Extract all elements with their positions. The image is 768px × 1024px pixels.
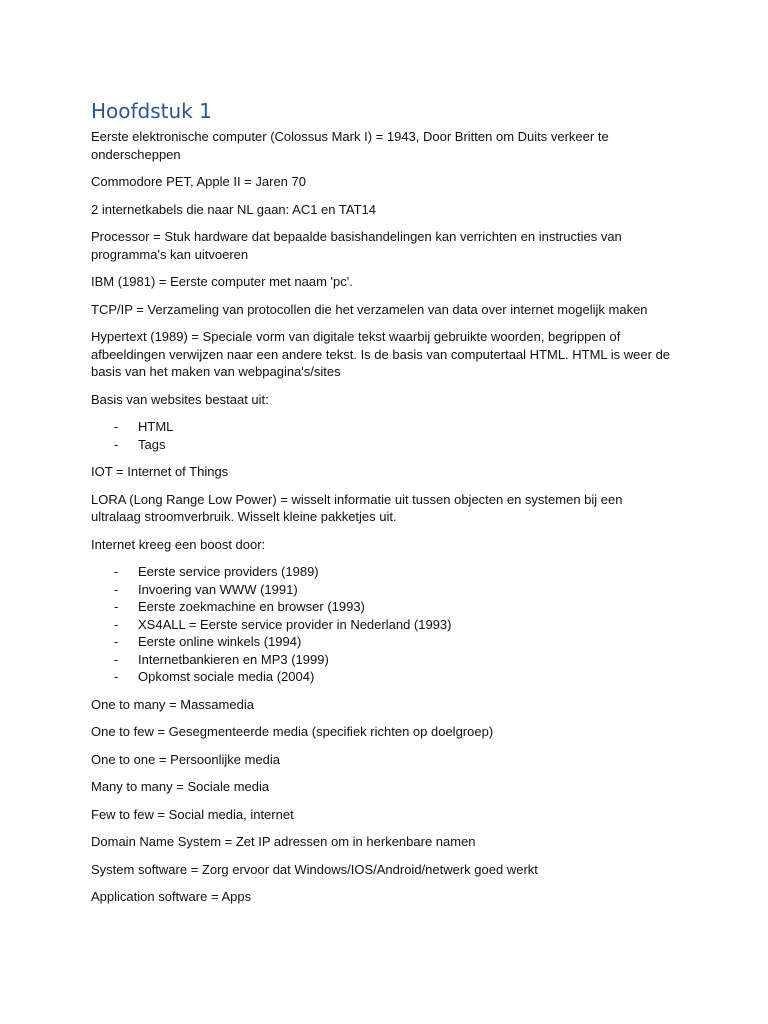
list-marker: -	[114, 651, 119, 667]
paragraph-ibm: IBM (1981) = Eerste computer met naam 'pc'.	[91, 274, 353, 289]
list-item: - XS4ALL = Eerste service provider in Nederland (1993)	[114, 616, 452, 632]
list-item: - Tags	[114, 436, 166, 452]
paragraph-basis-websites: Basis van websites bestaat uit:	[91, 391, 269, 407]
paragraph-few-to-few: Few to few = Social media, internet	[91, 806, 294, 822]
paragraph-internet-boost: Internet kreeg een boost door:	[91, 536, 266, 552]
paragraph-one-to-few: One to few = Gesegmenteerde media (specifiek richten op doelgroep)	[91, 724, 494, 739]
list-website-basis	[91, 418, 672, 453]
list-item: - Eerste zoekmachine en browser (1993)	[114, 599, 365, 614]
list-item: - Invoering van WWW (1991)	[114, 581, 298, 597]
paragraph-one-to-many: One to many = Massamedia	[91, 696, 254, 712]
paragraph-many-to-many: Many to many = Sociale media	[91, 779, 270, 794]
paragraph-hypertext: Hypertext (1989) = Speciale vorm van digitale tekst waarbij gebruikte woorden, begrippen of afbeeldingen verwijzen naar een andere tekst. Is de basis van computertaal HTML. HTML is weer de basis van het maken van webpagina's/sites	[91, 329, 671, 379]
list-item: - Eerste online winkels (1994)	[114, 634, 302, 649]
list-internet-boost	[91, 563, 672, 686]
paragraph-processor: Processor = Stuk hardware dat bepaalde basishandelingen kan verrichten en instructies van programma's kan uitvoeren	[91, 229, 622, 262]
paragraph-tcpip: TCP/IP = Verzameling van protocollen die het verzamelen van data over internet mogelijk maken	[91, 301, 648, 317]
paragraph-application-software: Application software = Apps	[91, 889, 252, 904]
paragraph-commodore: Commodore PET, Apple II = Jaren 70	[91, 174, 306, 189]
list-marker: -	[114, 616, 119, 632]
list-marker: -	[114, 581, 119, 597]
paragraph-dns: Domain Name System = Zet IP adressen om in herkenbare namen	[91, 834, 476, 849]
paragraph-one-to-one: One to one = Persoonlijke media	[91, 751, 280, 767]
list-item: - Opkomst sociale media (2004)	[114, 669, 315, 684]
list-marker: -	[114, 634, 119, 649]
paragraph-lora: LORA (Long Range Low Power) = wisselt informatie uit tussen objecten en systemen bij een ultralaag stroomverbruik. Wisselt kleine pakketjes uit.	[91, 491, 623, 524]
list-item: - Eerste service providers (1989)	[114, 564, 319, 579]
paragraph-iot: IOT = Internet of Things	[91, 464, 229, 479]
list-marker: -	[114, 419, 119, 434]
chapter-heading: Hoofdstuk 1	[91, 99, 212, 123]
list-item: - Internetbankieren en MP3 (1999)	[114, 651, 329, 667]
paragraph-colossus: Eerste elektronische computer (Colossus Mark I) = 1943, Door Britten om Duits verkeer te onderscheppen	[91, 129, 609, 162]
list-marker: -	[114, 599, 119, 614]
paragraph-internetkabels: 2 internetkabels die naar NL gaan: AC1 en TAT14	[91, 201, 376, 217]
list-marker: -	[114, 564, 119, 579]
paragraph-system-software: System software = Zorg ervoor dat Windows/IOS/Android/netwerk goed werkt	[91, 861, 538, 877]
list-item: - HTML	[114, 419, 174, 434]
list-marker: -	[114, 669, 119, 684]
list-marker: -	[114, 436, 119, 452]
